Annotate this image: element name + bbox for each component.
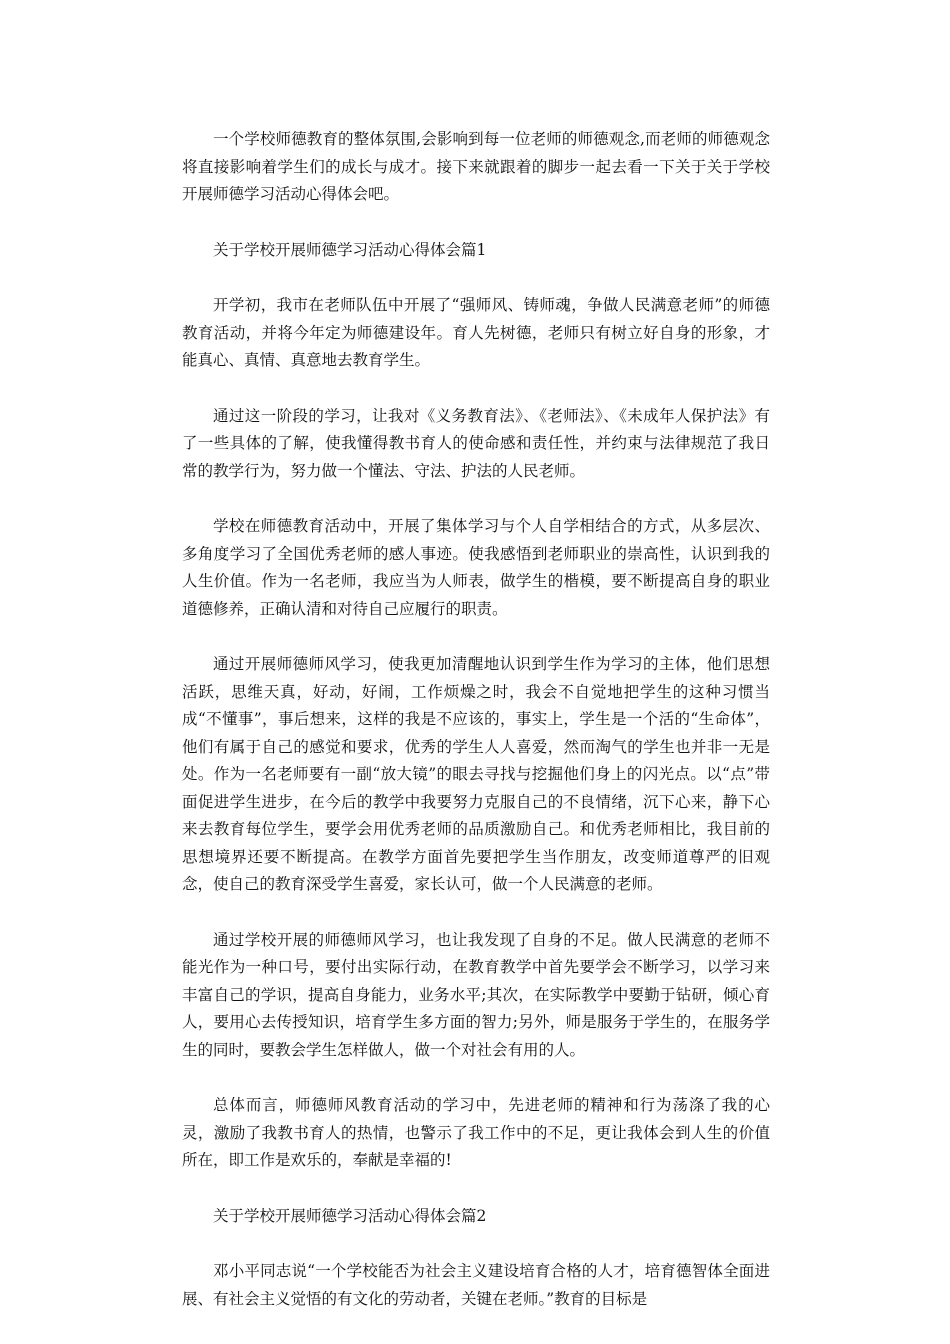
body-paragraph-1: 开学初，我市在老师队伍中开展了“强师风、铸师魂，争做人民满意老师”的师德教育活动，并将今年定为师德建设年。育人先树德，老师只有树立好自身的形象，才能真心、真情、真意地去教育学生。 [182,296,770,369]
body-paragraph-7: 邓小平同志说“一个学校能否为社会主义建设培育合格的人才，培育德智体全面进展、有社会主义觉悟的有文化的劳动者，关键在老师。”教育的目标是 [182,1262,770,1308]
body-paragraph-2: 通过这一阶段的学习，让我对《义务教育法》、《老师法》、《未成年人保护法》有了一些具体的了解，使我懂得教书育人的使命感和责任性，并约束与法律规范了我日常的教学行为，努力做一个懂法、守法、护法的人民老师。 [182,406,770,480]
document-page [182,126,770,1341]
body-paragraph-3: 学校在师德教育活动中，开展了集体学习与个人自学相结合的方式，从多层次、多角度学习了全国优秀老师的感人事迹。使我感悟到老师职业的崇高性，认识到我的人生价值。作为一名老师，我应当为人师表，做学生的楷模，要不断提高自身的职业道德修养，正确认清和对待自己应履行的职责。 [182,517,770,618]
body-paragraph-5: 通过学校开展的师德师风学习，也让我发现了自身的不足。做人民满意的老师不能光作为一种口号，要付出实际行动，在教育教学中首先要学会不断学习，以学习来丰富自己的学识，提高自身能力，业务水平;其次，在实际教学中要勤于钻研，倾心育人，要用心去传授知识，培育学生多方面的智力;另外，师是服务于学生的，在服务学生的同时，要教会学生怎样做人，做一个对社会有用的人。 [182,930,770,1059]
body-paragraph-6: 总体而言，师德师风教育活动的学习中，先进老师的精神和行为荡涤了我的心灵，激励了我教书育人的热情，也警示了我工作中的不足，更让我体会到人生的价值所在，即工作是欢乐的，奉献是幸福的! [182,1096,770,1169]
section-heading-2: 关于学校开展师德学习活动心得体会篇2 [213,1206,487,1225]
section-heading-1: 关于学校开展师德学习活动心得体会篇1 [213,240,487,259]
intro-paragraph: 一个学校师德教育的整体氛围,会影响到每一位老师的师德观念,而老师的师德观念将直接影响着学生们的成长与成才。接下来就跟着的脚步一起去看一下关于关于学校开展师德学习活动心得体会吧。 [182,130,770,203]
body-paragraph-4: 通过开展师德师风学习，使我更加清醒地认识到学生作为学习的主体，他们思想活跃，思维天真，好动，好闹，工作烦燥之时，我会不自觉地把学生的这种习惯当成“不懂事”，事后想来，这样的我是不应该的，事实上，学生是一个活的“生命体”，他们有属于自己的感觉和要求，优秀的学生人人喜爱，然而淘气的学生也并非一无是处。作为一名老师要有一副“放大镜”的眼去寻找与挖掘他们身上的闪光点。以“点”带面促进学生进步，在今后的教学中我要努力克服自己的不良情绪，沉下心来，静下心来去教育每位学生，要学会用优秀老师的品质激励自己。和优秀老师相比，我目前的思想境界还要不断提高。在教学方面首先要把学生当作朋友，改变师道尊严的旧观念，使自己的教育深受学生喜爱，家长认可，做一个人民满意的老师。 [182,655,770,893]
